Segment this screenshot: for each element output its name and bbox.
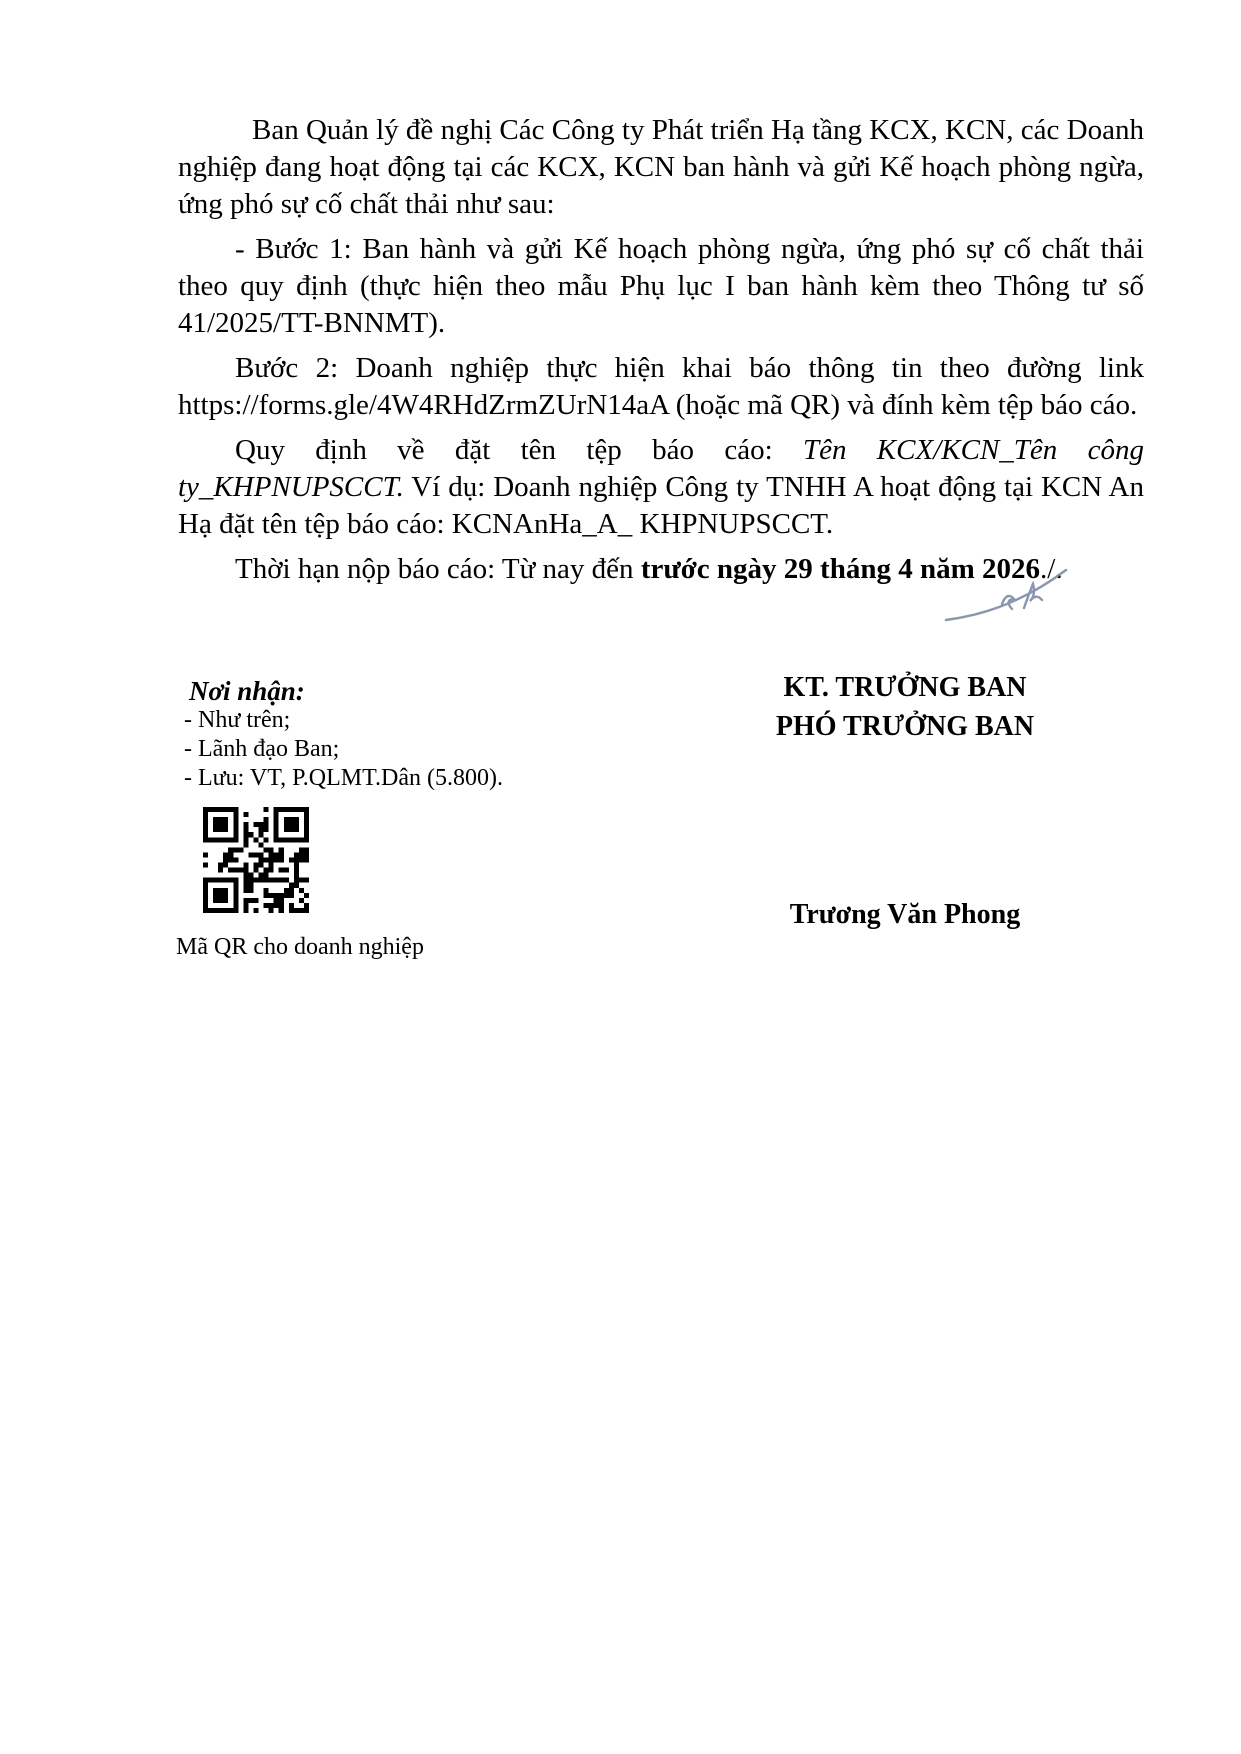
deadline-lead: Thời hạn nộp báo cáo: Từ nay đến: [235, 553, 641, 585]
signature-title-line2: PHÓ TRƯỞNG BAN: [775, 711, 1035, 742]
handwritten-initials: [942, 556, 1072, 630]
paragraph-intro: Ban Quản lý đề nghị Các Công ty Phát triển Hạ tầng KCX, KCN, các Doanh nghiệp đang hoạt động tại các KCX, KCN ban hành và gửi Kế hoạch phòng ngừa, ứng phó sự cố chất thải như sau:: [178, 114, 1144, 220]
recipient-item: - Như trên;: [184, 707, 291, 733]
deadline-terminator: ./.: [1040, 553, 1063, 585]
qr-caption: Mã QR cho doanh nghiệp: [176, 934, 424, 960]
paragraph-step-2: Bước 2: Doanh nghiệp thực hiện khai báo thông tin theo đường link https://forms.gle/4W4RHdZrmZUrN14aA (hoặc mã QR) và đính kèm tệp báo cáo.: [178, 352, 1144, 421]
signature-title: [655, 668, 1155, 746]
file-naming-pattern: Tên KCX/KCN_Tên công ty_KHPNUPSCCT.: [178, 434, 1144, 503]
recipients-heading: Nơi nhận:: [189, 676, 305, 706]
recipient-item: - Lưu: VT, P.QLMT.Dân (5.800).: [184, 765, 503, 791]
file-naming-lead: Quy định về đặt tên tệp báo cáo:: [235, 434, 803, 466]
recipient-item: - Lãnh đạo Ban;: [184, 736, 340, 762]
document-body: [178, 112, 1144, 596]
deadline-date: trước ngày 29 tháng 4 năm 2026: [640, 553, 1041, 585]
recipients-list: [184, 706, 503, 793]
signer-name: Trương Văn Phong: [789, 899, 1021, 930]
paragraph-step-1: - Bước 1: Ban hành và gửi Kế hoạch phòng ngừa, ứng phó sự cố chất thải theo quy định (thực hiện theo mẫu Phụ lục I ban hành kèm theo Thông tư số 41/2025/TT-BNNMT).: [178, 233, 1144, 339]
paragraph-file-naming: [178, 432, 1144, 543]
qr-code: [203, 807, 309, 913]
file-naming-example: Ví dụ: Doanh nghiệp Công ty TNHH A hoạt động tại KCN An Hạ đặt tên tệp báo cáo: KCNAnHa_A_ KHPNUPSCCT.: [178, 471, 1144, 540]
signature-title-line1: KT. TRƯỞNG BAN: [783, 672, 1027, 703]
